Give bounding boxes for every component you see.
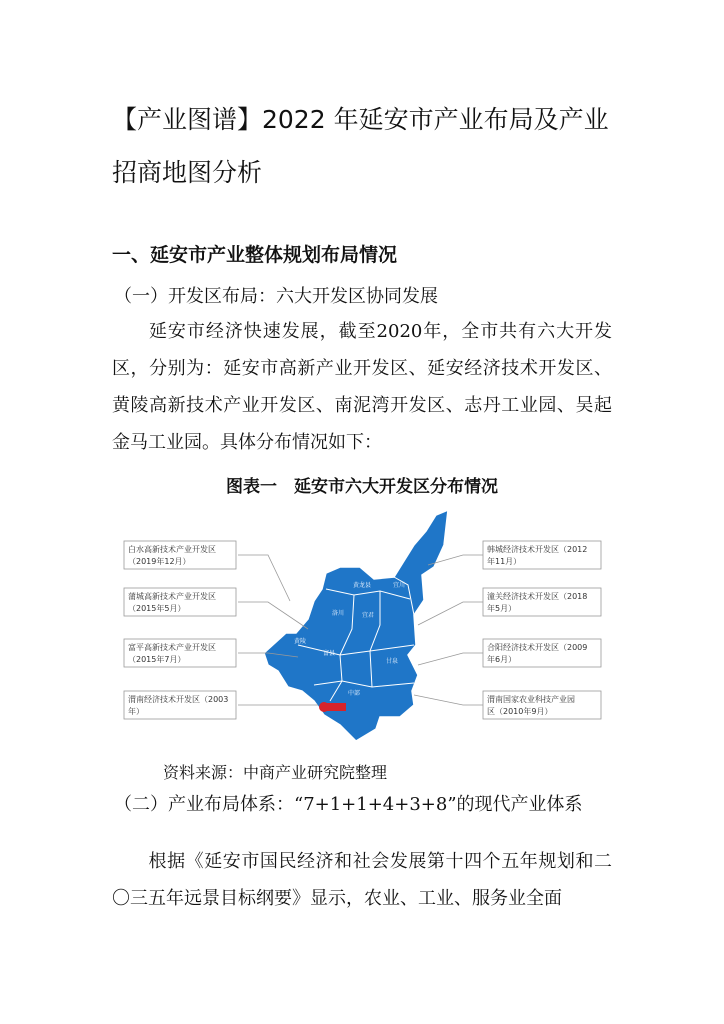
svg-text:富平高新技术产业开发区: 富平高新技术产业开发区 xyxy=(128,643,216,652)
zone-label-right-1 xyxy=(483,588,601,616)
paragraph-2-text: 根据《延安市国民经济和社会发展第十四个五年规划和二〇三五年远景目标纲要》显示，农业、工业、服务业全面 xyxy=(112,851,612,909)
svg-text:渭南国家农业科技产业园: 渭南国家农业科技产业园 xyxy=(487,695,575,704)
svg-text:年）: 年） xyxy=(128,707,144,716)
figure-caption: 图表一 延安市六大开发区分布情况 xyxy=(226,477,498,497)
svg-text:蒲城高新技术产业开发区: 蒲城高新技术产业开发区 xyxy=(128,592,216,601)
subsection-heading-2: （二）产业布局体系：“7+1+1+4+3+8”的现代产业体系 xyxy=(114,794,583,815)
svg-text:（2019年12月）: （2019年12月） xyxy=(128,557,191,566)
paragraph-2 xyxy=(112,843,612,917)
zone-label-left-3 xyxy=(124,691,236,719)
map-place-label: 富县 xyxy=(323,650,336,657)
development-zone-map xyxy=(118,505,608,755)
map-place-label: 宜川 xyxy=(393,582,406,589)
svg-text:（2015年7月）: （2015年7月） xyxy=(128,655,186,664)
section-heading-1: 一、延安市产业整体规划布局情况 xyxy=(112,244,398,266)
map-place-label: 甘泉 xyxy=(386,658,399,665)
svg-text:（2015年5月）: （2015年5月） xyxy=(128,604,186,613)
zone-label-left-0 xyxy=(124,541,236,569)
zone-label-left-1 xyxy=(124,588,236,616)
paragraph-1 xyxy=(112,313,612,461)
map-region xyxy=(264,510,448,741)
zone-label-right-2 xyxy=(483,639,601,667)
svg-text:合阳经济技术开发区（2009: 合阳经济技术开发区（2009 xyxy=(487,643,588,652)
svg-text:年5月）: 年5月） xyxy=(487,604,517,613)
map-place-label: 黄龙县 xyxy=(353,582,372,589)
map-place-label: 宜君 xyxy=(362,612,375,619)
svg-text:潼关经济技术开发区（2018: 潼关经济技术开发区（2018 xyxy=(487,592,588,601)
svg-text:区（2010年9月）: 区（2010年9月） xyxy=(487,707,553,716)
subsection-heading-1: （一）开发区布局：六大开发区协同发展 xyxy=(114,286,438,307)
svg-text:年11月）: 年11月） xyxy=(487,557,522,566)
svg-text:渭南经济技术开发区（2003: 渭南经济技术开发区（2003 xyxy=(128,695,229,704)
map-place-label: 黄陵 xyxy=(294,638,307,645)
zone-label-left-2 xyxy=(124,639,236,667)
page-title-line-2: 招商地图分析 xyxy=(112,158,263,187)
paragraph-1-text: 延安市经济快速发展，截至2020年，全市共有六大开发区，分别为：延安市高新产业开发区、延安经济技术开发区、黄陵高新技术产业开发区、南泥湾开发区、志丹工业园、吴起金马工业园。具体分布情况如下： xyxy=(112,321,612,453)
zone-label-right-0 xyxy=(483,541,601,569)
svg-text:年6月）: 年6月） xyxy=(487,655,517,664)
svg-text:白水高新技术产业开发区: 白水高新技术产业开发区 xyxy=(128,545,216,554)
map-place-label: 洛川 xyxy=(332,610,345,617)
svg-text:韩城经济技术开发区（2012: 韩城经济技术开发区（2012 xyxy=(487,545,588,554)
source-note: 资料来源：中商产业研究院整理 xyxy=(163,763,388,782)
map-place-label: 中部 xyxy=(348,690,361,697)
page-title-line-1: 【产业图谱】2022 年延安市产业布局及产业 xyxy=(112,105,609,134)
zone-label-right-3 xyxy=(483,691,601,719)
